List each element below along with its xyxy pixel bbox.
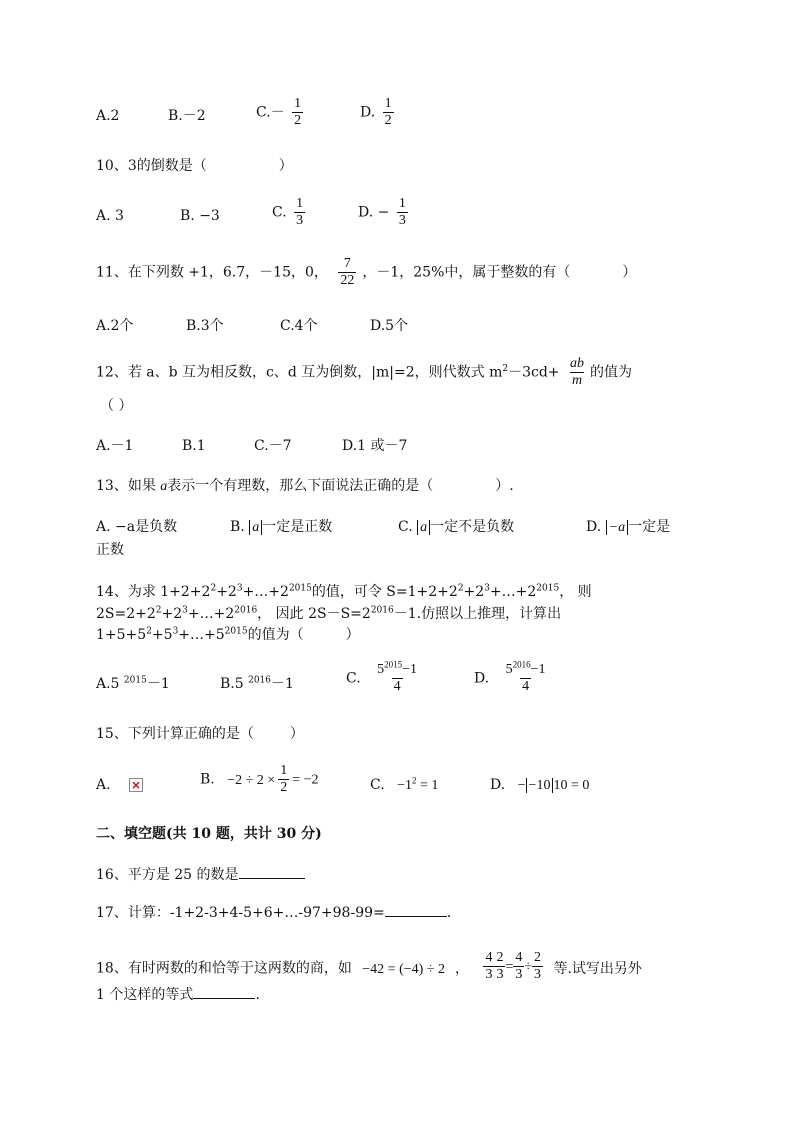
q17-stem: 17、计算：-1+2-3+4-5+6+…-97+98-99= . bbox=[96, 902, 451, 923]
q18-stem: 18、有时两数的和恰等于这两数的商，如 −42 = (−4) ÷ 2 ， $\frac{4}{3}$ $\frac{2}{3}$ = $\frac{4}{3}$ ÷ $\frac{2}{3}$ 等.试写出另外 bbox=[96, 950, 642, 982]
q14-line2: $2S=2+2^2+2^3+\dots+2^{2016}$， 因此 $2S-S=2^{2016}-1$.仿照以上推理，计算出 bbox=[96, 605, 562, 622]
q15-option-a[interactable]: A. × bbox=[96, 775, 143, 795]
q13-option-c[interactable]: C. a 一定不是负数 bbox=[398, 519, 515, 535]
q14-option-d[interactable]: D. $\frac{5^{2016}-1}{4}$ bbox=[474, 659, 546, 694]
q15-option-d[interactable]: D. − −10 10 = 0 bbox=[490, 777, 590, 793]
q15-stem: 15、下列计算正确的是（ ） bbox=[96, 726, 304, 742]
q9-option-c-label: C.－ bbox=[256, 104, 285, 121]
q12-option-b[interactable]: B.1 bbox=[182, 438, 206, 454]
q10-option-c[interactable]: C. $\frac{1}{3}$ bbox=[272, 196, 304, 228]
q10-stem: 10、3的倒数是（ ） bbox=[96, 158, 293, 174]
q12-fraction: $\frac{ab}{m}$ bbox=[570, 356, 584, 388]
q15-option-b[interactable]: B. −2 ÷ 2 × $\frac{1}{2}$ = −2 bbox=[200, 763, 319, 795]
q11-option-b[interactable]: B.3个 bbox=[186, 318, 224, 334]
q11-stem: 11、在下列数 +1，6.7，－15，0， $\frac{7}{22}$ ，－1，25%中，属于整数的有（ ） bbox=[96, 256, 637, 288]
broken-image-icon bbox=[129, 778, 143, 792]
q9-option-d-label: D. bbox=[360, 104, 376, 121]
q18-answer-blank[interactable] bbox=[193, 984, 255, 999]
q14-line1: 14、为求 $1+2+2^2+2^3+\dots+2^{2015}$的值，可令 $S=1+2+2^2+2^3+\dots+2^{2015}$， 则 bbox=[96, 583, 592, 600]
q13-stem: 13、如果 a表示一个有理数，那么下面说法正确的是（ ）. bbox=[96, 478, 514, 494]
q13-option-b[interactable]: B. a 一定是正数 bbox=[230, 519, 333, 535]
q12-stem-line2: （ ） bbox=[100, 398, 133, 414]
q14-option-c[interactable]: C. $\frac{5^{2015}-1}{4}$ bbox=[346, 659, 418, 694]
q14-line3: $1+5+5^2+5^3+\dots+5^{2015}$的值为（ ） bbox=[96, 626, 360, 643]
q11-option-d[interactable]: D.5个 bbox=[370, 318, 409, 334]
q14-option-b[interactable]: B.5 $^{2016}$－1 bbox=[220, 675, 294, 692]
q12-option-c[interactable]: C.－7 bbox=[254, 438, 292, 454]
q13-option-d-line2: 正数 bbox=[96, 542, 124, 558]
q12-option-a[interactable]: A.－1 bbox=[96, 438, 134, 454]
q10-option-d[interactable]: D. − $\frac{1}{3}$ bbox=[358, 196, 406, 228]
q9-option-d[interactable] bbox=[360, 96, 397, 129]
q9-option-d-fraction: $\frac{1}{2}$ bbox=[384, 96, 392, 128]
q9-option-c[interactable] bbox=[256, 96, 306, 129]
q16-answer-blank[interactable] bbox=[239, 864, 305, 879]
q18-example-2: $\frac{4}{3}$ $\frac{2}{3}$ = $\frac{4}{3}$ ÷ $\frac{2}{3}$ bbox=[485, 950, 542, 982]
q15-option-c[interactable]: C. $-1^2 = 1$ bbox=[370, 775, 439, 793]
q10-option-d-fraction: $\frac{1}{3}$ bbox=[398, 196, 406, 228]
q11-option-a[interactable]: A.2个 bbox=[96, 318, 134, 334]
q10-option-a[interactable]: A. 3 bbox=[96, 208, 124, 224]
q15-option-b-fraction: $\frac{1}{2}$ bbox=[280, 763, 288, 795]
section2-title: 二、填空题(共 10 题，共计 30 分) bbox=[96, 826, 322, 842]
q14-option-c-fraction: $\frac{5^{2015}-1}{4}$ bbox=[377, 659, 418, 694]
q11-fraction: $\frac{7}{22}$ bbox=[340, 256, 355, 288]
q10-option-c-fraction: $\frac{1}{3}$ bbox=[296, 196, 304, 228]
q14-option-d-fraction: $\frac{5^{2016}-1}{4}$ bbox=[505, 659, 546, 694]
q13-option-a[interactable]: A. −a是负数 bbox=[96, 519, 178, 535]
q9-option-a[interactable]: A.2 bbox=[96, 108, 120, 124]
q18-example-1: −42 = (−4) ÷ 2 bbox=[362, 961, 445, 977]
q18-stem-line2: 1 个这样的等式 . bbox=[96, 984, 260, 1005]
q11-option-c[interactable]: C.4个 bbox=[280, 318, 318, 334]
q16-stem: 16、平方是 25 的数是 bbox=[96, 864, 305, 885]
q12-option-d[interactable]: D.1 或－7 bbox=[342, 438, 408, 454]
q17-answer-blank[interactable] bbox=[385, 902, 447, 917]
q14-option-a[interactable]: A.5 $^{2015}$－1 bbox=[96, 675, 170, 692]
q13-option-d[interactable]: D. −a 一定是 bbox=[586, 519, 671, 535]
q10-option-b[interactable]: B. −3 bbox=[180, 208, 220, 224]
q9-option-b[interactable]: B.－2 bbox=[168, 108, 206, 124]
q9-option-c-fraction: $\frac{1}{2}$ bbox=[294, 96, 302, 128]
q12-stem: 12、若 a、b 互为相反数，c、d 互为倒数，|m|=2，则代数式 $m^2-3cd+$ $\frac{ab}{m}$ 的值为 bbox=[96, 356, 632, 388]
